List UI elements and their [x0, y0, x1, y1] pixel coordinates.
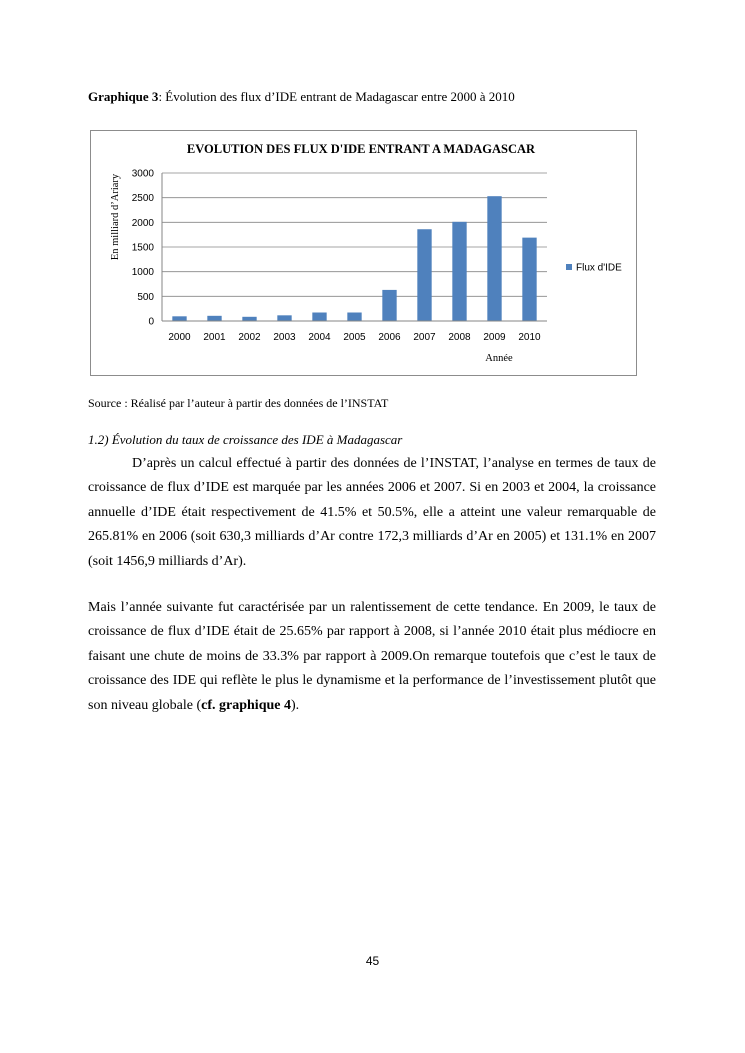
y-tick-label: 500	[137, 291, 154, 303]
body-paragraph-1: D’après un calcul effectué à partir des données de l’INSTAT, l’analyse en termes de taux de croissance de flux d’IDE est marquée par les années 2006 et 2007. Si en 2003 et 2004, la croissance annuelle d’IDE était respectivement de 41.5% et 50.5%, elle a atteint une valeur remarquable de 265.81% en 2006 (soit 630,3 milliards d’Ar contre 172,3 milliards d’Ar en 2005) et 131.1% en 2007 (soit 1456,9 milliards d’Ar).	[88, 456, 656, 569]
bar-2010	[522, 238, 536, 321]
x-tick-label: 2000	[168, 332, 191, 343]
x-tick-label: 2008	[448, 332, 471, 343]
body-paragraph-2-end: ).	[290, 697, 300, 713]
x-tick-label: 2010	[518, 332, 541, 343]
bar-2001	[207, 316, 221, 321]
bar-chart	[91, 131, 636, 375]
bar-2006	[382, 290, 396, 321]
page-number: 45	[365, 954, 380, 968]
y-tick-label: 3000	[131, 168, 154, 180]
x-axis-ticks	[168, 332, 541, 343]
x-axis-label: Année	[485, 353, 513, 364]
x-tick-label: 2006	[378, 332, 401, 343]
chart-frame	[90, 130, 637, 376]
x-tick-label: 2002	[238, 332, 261, 343]
legend-label: Flux d'IDE	[576, 262, 622, 274]
bar-2002	[242, 317, 256, 321]
y-tick-label: 1500	[131, 242, 154, 254]
x-tick-label: 2004	[308, 332, 331, 343]
chart-title: EVOLUTION DES FLUX D'IDE ENTRANT A MADAGASCAR	[186, 142, 536, 156]
bar-2005	[347, 312, 361, 321]
x-tick-label: 2003	[273, 332, 296, 343]
figure-source: Source : Réalisé par l’auteur à partir des données de l’INSTAT	[88, 396, 389, 410]
legend	[566, 263, 622, 274]
body-paragraph-2-text: Mais l’année suivante fut caractérisée par un ralentissement de cette tendance. En 2009, le taux de croissance de flux d’IDE était de 25.65% par rapport à 2008, si l’année 2010 était plus médiocre en faisant une chute de moins de 33.3% par rapport à 2009.On remarque toutefois que c’est le taux de croissance des IDE qui reflète le plus le dynamisme et la performance de l’investissement plutôt que son niveau globale (	[88, 600, 656, 713]
bars	[172, 196, 536, 321]
figure-reference: cf. graphique 4	[201, 697, 291, 713]
y-axis-label: En milliard d’Ariary	[110, 173, 121, 261]
figure-caption-label: Graphique 3	[88, 89, 159, 104]
x-tick-label: 2009	[483, 332, 506, 343]
figure-caption	[88, 89, 515, 105]
section-heading: 1.2) Évolution du taux de croissance des IDE à Madagascar	[88, 432, 403, 447]
bar-2007	[417, 229, 431, 321]
y-axis-ticks	[132, 169, 155, 328]
x-tick-label: 2005	[343, 332, 366, 343]
y-tick-label: 2000	[131, 217, 154, 229]
y-tick-label: 2500	[131, 193, 154, 205]
y-tick-label: 0	[148, 316, 154, 328]
figure-caption-text: : Évolution des flux d’IDE entrant de Madagascar entre 2000 à 2010	[158, 89, 515, 104]
bar-2009	[487, 196, 501, 321]
y-tick-label: 1000	[131, 267, 154, 279]
legend-swatch	[566, 264, 572, 270]
bar-2003	[277, 315, 291, 321]
x-tick-label: 2007	[413, 332, 436, 343]
bar-2004	[312, 312, 326, 321]
x-tick-label: 2001	[203, 332, 226, 343]
bar-2008	[452, 222, 466, 321]
body-paragraph-2	[88, 596, 656, 718]
bar-2000	[172, 316, 186, 321]
